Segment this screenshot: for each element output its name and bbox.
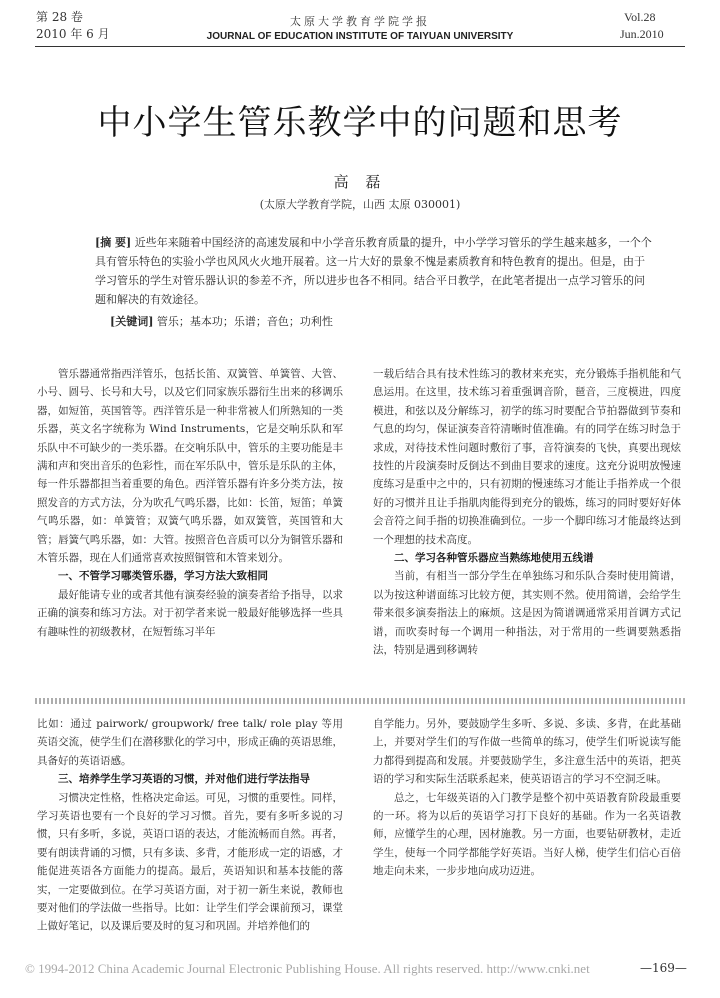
paragraph: 管乐器通常指西洋管乐，包括长笛、双簧管、单簧管、大管、小号、圆号、长号和大号，以及它们同家族乐器衍生出来的移调乐器，如短笛，英国管等。西洋管乐是一种非常被人们所熟知的一类乐器，英文名字统称为 Wind Instruments，它是交响乐队和军乐队中不可缺少的一类乐器。在交响乐队中，管乐的主要功能是丰满和声和突出音乐的色彩性，而在军乐队中，管乐是乐队的主体，每一件乐器都担当着重要的角色。西洋管乐器有许多分类方法，按照发音的方式方法，分为吹孔气鸣乐器，比如：长笛，短笛；单簧气鸣乐器，如：单簧管；双簧气鸣乐器，如双簧管，英国管和大管；唇簧气鸣乐器，如：大管。按照音色音质可以分为铜管乐器和木管乐器，现在人们通常喜欢按照铜管和木管来划分。 (37, 368, 343, 565)
volume-label: 第 28 卷 (36, 10, 83, 24)
paragraph: 一载后结合具有技术性练习的教材来充实，充分锻炼手指机能和气息运用。在这里，技术练习着重强调音阶，琶音，三度模进，四度模进，和弦以及分解练习，初学的练习时要配合节拍器做到节奏和气息的均匀，保证演奏音符清晰时值准确。有的同学在练习时急于求成，对待技术性问题时敷衍了事，音符演奏的飞快，真要出现炫技性的片段演奏时反倒达不到曲目要求的速度。这充分说明放慢速度练习是重中之中的，只有初期的慢速练习才能让手指养成一个很好的习惯并且让手指肌肉能得到充分的锻炼，练习的同时要好好体会音符之间手指的切换准确到位。一步一个脚印练习才能最终达到一个理想的技术高度。 (373, 368, 681, 546)
keywords-label: [关键词] (110, 315, 154, 328)
copyright-notice: © 1994-2012 China Academic Journal Electronic Publishing House. All rights reserved. http://www.cnki.net (25, 961, 590, 976)
paragraph: 习惯决定性格，性格决定命运。可见，习惯的重要性。同样，学习英语也要有一个良好的学习习惯。首先，要有多听多说的习惯，只有多听，多说，英语口语的表达，才能流畅而自然。再者，要有朗读背诵的习惯，只有多读、多背，才能形成一定的语感，才能促进英语各方面能力的提高。最后，英语知识和基本技能的落实，一定要做到位。在学习英语方面，对于初一新生来说，教师也要对他们的学法做一些指导。比如：让学生们学会课前预习，课堂上做好笔记，以及课后要及时的复习和巩固。并培养他们的 (37, 791, 343, 933)
paragraph: 当前，有相当一部分学生在单独练习和乐队合奏时使用简谱，以为按这种谱面练习比较方便，其实则不然。使用简谱，会给学生带来很多演奏指法上的麻烦。这是因为简谱调通常采用首调方式记谱，而吹奏时每一个调用一种指法，对于常用的一些调要熟悉指法，特别是遇到移调转 (373, 570, 681, 657)
paragraph: 最好能请专业的或者其他有演奏经验的演奏者给予指导，以求正确的演奏和练习方法。对于初学者来说一般最好能够选择一些具有趣味性的初级教材，在短暂练习半年 (37, 588, 343, 638)
lower-left-column (37, 715, 343, 936)
lower-right-column (373, 715, 681, 881)
abstract-label: [摘 要] (95, 236, 132, 249)
paragraph: 自学能力。另外，要鼓励学生多听、多说、多读、多背，在此基础上，并要对学生们的写作做一些简单的练习，使学生们听说读写能力都得到提高和发展。并要鼓励学生，多注意生活中的英语，把英语的学习和实际生活联系起来，使英语语言的学习不空洞乏味。 (373, 718, 681, 786)
abstract (95, 233, 655, 309)
issue-date-en: Jun.2010 (620, 27, 664, 41)
keywords-text: 管乐；基本功；乐谱；音色；功利性 (156, 315, 333, 328)
abstract-text: 近些年来随着中国经济的高速发展和中小学音乐教育质量的提升，中小学学习管乐的学生越来越多，一个个具有管乐特色的实验小学也风风火火地开展着。这一片大好的景象不愧是素质教育和特色教育的提出。但是，由于学习管乐的学生对管乐器认识的参差不齐，所以进步也各不相同。结合平日教学，在此笔者提出一点学习管乐的问题和解决的有效途径。 (95, 236, 652, 306)
volume-en: Vol.28 (624, 10, 656, 24)
paragraph: 比如：通过 pairwork/ groupwork/ free talk/ role play 等用英语交流，使学生们在潜移默化的学习中，形成正确的英语思维，具备好的英语语感。 (37, 718, 343, 767)
section-heading: 一、不管学习哪类管乐器，学习方法大致相同 (58, 570, 268, 583)
issue-date-cn: 2010 年 6 月 (36, 27, 110, 41)
header-rule (35, 46, 685, 47)
page-cut-line (35, 698, 685, 704)
paragraph: 总之，七年级英语的入门教学是整个初中英语教育阶段最重要的一环。将为以后的英语学习打下良好的基础。作为一名英语教师，应懂学生的心理，因材施教。另一方面，也要钻研教材，走近学生，使每一个同学都能学好英语。当好人梯，使学生们信心百倍地走向未来，一步步地向成功迈进。 (373, 791, 681, 878)
section-heading: 二、学习各种管乐器应当熟练地使用五线谱 (394, 552, 594, 565)
article-title: 中小学生管乐教学中的问题和思考 (97, 103, 623, 143)
article-author: 高 磊 (333, 173, 387, 191)
upper-left-column (37, 365, 343, 641)
upper-right-column (373, 365, 681, 660)
page-number: —169— (640, 961, 687, 975)
journal-title-cn: 太原大学教育学院学报 (290, 15, 430, 28)
journal-title-en: JOURNAL OF EDUCATION INSTITUTE OF TAIYUAN UNIVERSITY (206, 31, 514, 42)
section-heading: 三、培养学生学习英语的习惯，并对他们进行学法指导 (58, 773, 310, 786)
keywords (110, 313, 650, 329)
author-affiliation: (太原大学教育学院，山西 太原 030001) (259, 198, 461, 211)
